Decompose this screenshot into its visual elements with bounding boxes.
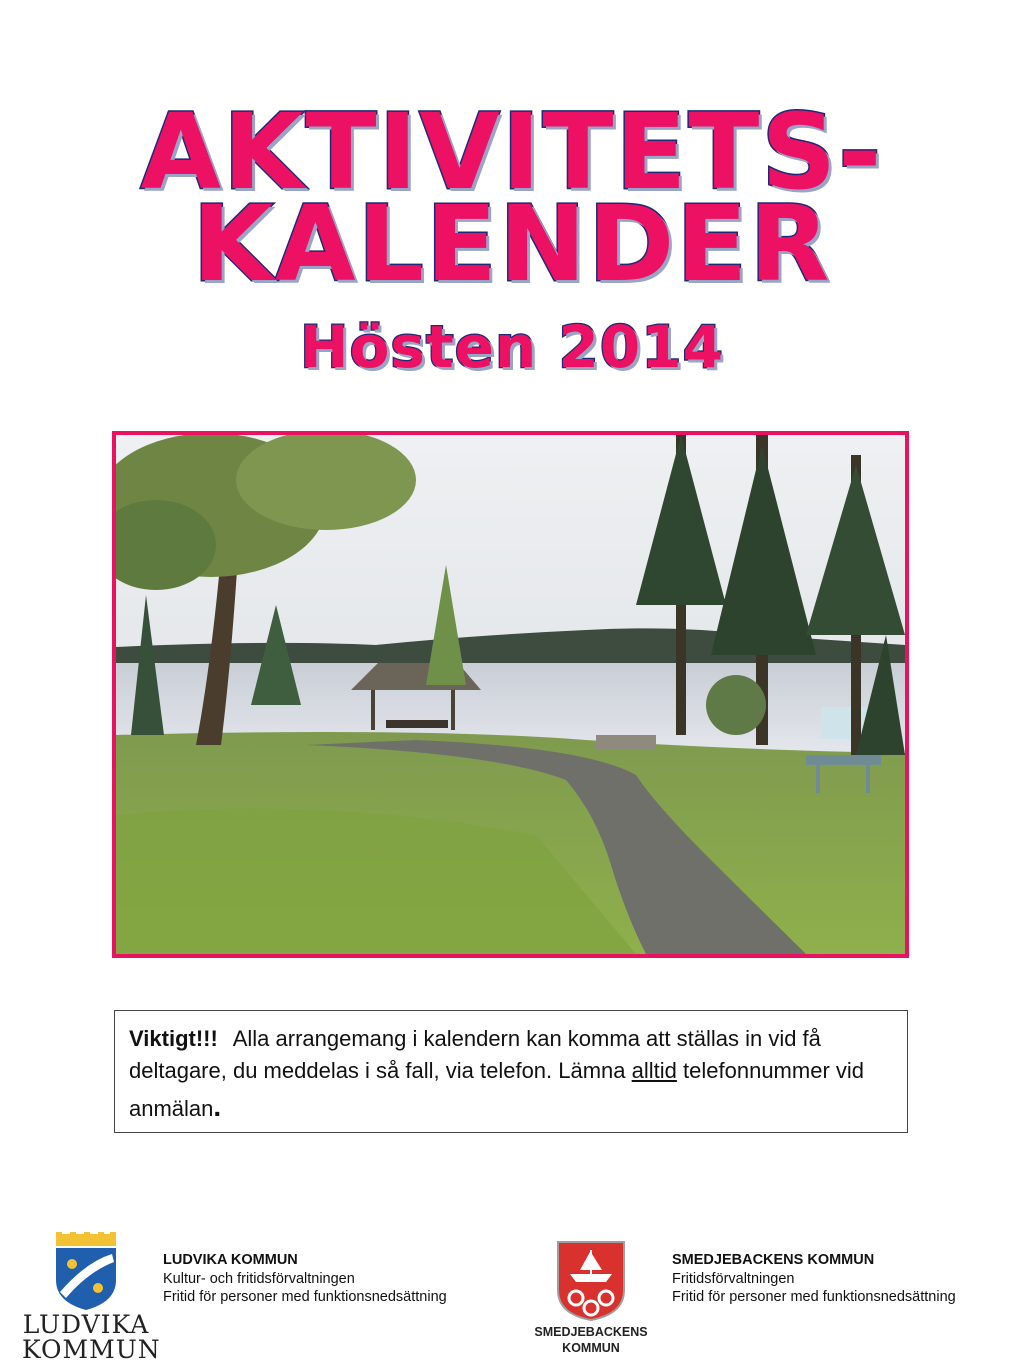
smedjebacken-logo-line-2: KOMMUN bbox=[562, 1340, 620, 1355]
org-department: Fritidsförvaltningen bbox=[672, 1270, 795, 1287]
title-line-1: AKTIVITETS- bbox=[140, 91, 884, 213]
notice-lead: Viktigt!!! bbox=[129, 1026, 218, 1051]
smedjebacken-org-info bbox=[672, 1251, 956, 1307]
org-name: LUDVIKA KOMMUN bbox=[163, 1252, 298, 1268]
notice-text: Alla arrangemang i kalendern kan komma att ställas in vid få deltagare, du meddelas i så fall, via telefon. Lämna bbox=[129, 1026, 821, 1083]
org-unit: Fritid för personer med funktionsnedsättning bbox=[672, 1289, 956, 1306]
notice-period: . bbox=[213, 1090, 222, 1122]
org-unit: Fritid för personer med funktionsnedsättning bbox=[163, 1289, 447, 1306]
ludvika-coat-of-arms-icon bbox=[50, 1232, 122, 1312]
notice-text-end: telefonnummer vid anmälan bbox=[129, 1057, 865, 1121]
title-line-2: KALENDER bbox=[192, 183, 832, 305]
notice-emphasis: alltid bbox=[631, 1057, 677, 1083]
lake-photo bbox=[112, 431, 909, 958]
smedjebacken-coat-of-arms-icon bbox=[556, 1240, 626, 1322]
ludvika-org-info bbox=[163, 1251, 447, 1307]
ludvika-logo-line-1: LUDVIKA bbox=[22, 1310, 150, 1339]
ludvika-logo-line-2: KOMMUN bbox=[22, 1335, 161, 1364]
season-title: Hösten 2014 bbox=[300, 313, 724, 381]
ludvika-logo-wordmark bbox=[22, 1310, 161, 1364]
smedjebacken-logo-line-1: SMEDJEBACKENS bbox=[534, 1325, 648, 1339]
smedjebacken-logo-wordmark bbox=[516, 1325, 666, 1356]
org-name: SMEDJEBACKENS KOMMUN bbox=[672, 1252, 875, 1268]
org-department: Kultur- och fritidsförvaltningen bbox=[163, 1270, 355, 1287]
important-notice bbox=[114, 1010, 908, 1133]
